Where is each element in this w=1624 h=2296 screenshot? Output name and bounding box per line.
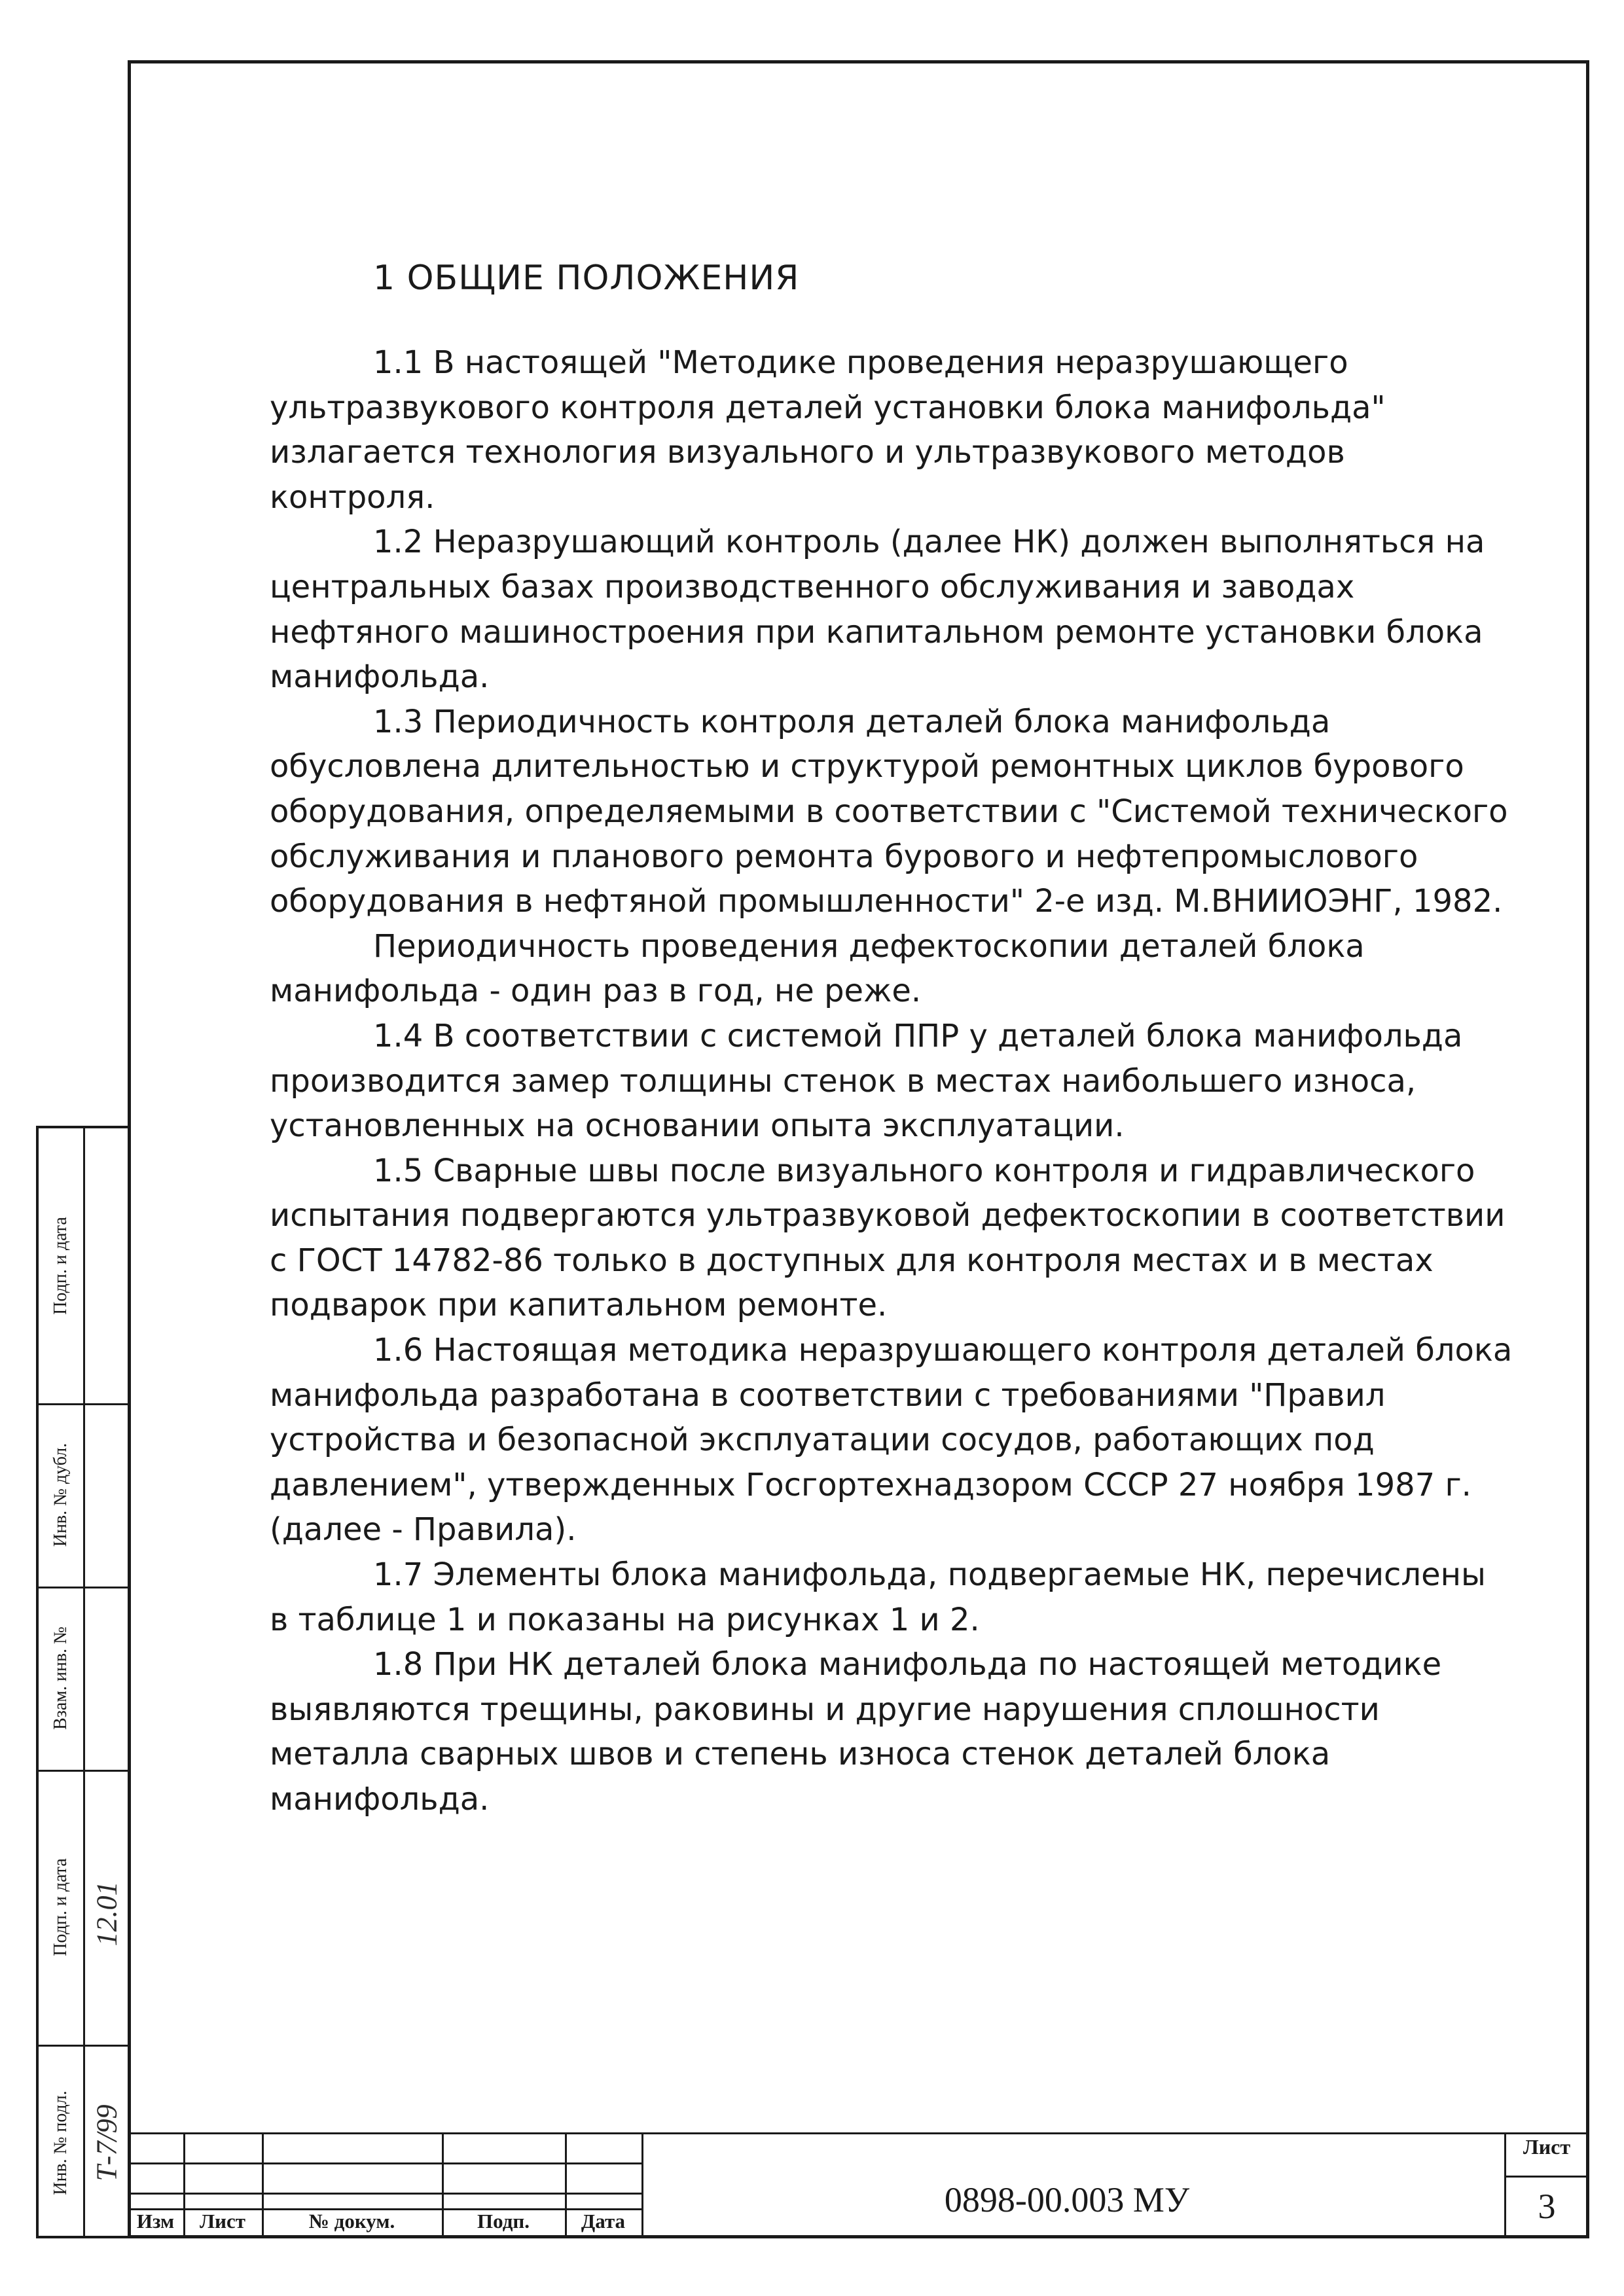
sheet-number: 3 — [1538, 2187, 1556, 2226]
title-block-top-rule — [128, 2132, 1589, 2134]
paragraph-1-2: 1.2 Неразрушающий контроль (далее НК) должен выполняться на центральных базах производственного обслуживания и заводах нефтяного машиностроения при капитальном ремонте установки блока манифольда. — [270, 524, 1485, 696]
side-label-podp-data-bottom: Подп. и дата — [50, 1858, 71, 1956]
document-code: 0898-00.003 МУ — [944, 2180, 1190, 2219]
side-label-podp-data-top: Подп. и дата — [50, 1217, 71, 1315]
side-strip-divider — [83, 1128, 85, 2236]
col-dokum-label: № докум. — [308, 2210, 395, 2233]
side-label-inv-podl: Инв. № подл. — [50, 2090, 71, 2195]
paragraph-1-3-periodicity: Периодичность проведения дефектоскопии деталей блока манифольда - один раз в год, не реже. — [270, 927, 1365, 1010]
sheet-cell-rule — [1504, 2176, 1589, 2178]
side-label-inv-dubl: Инв. № дубл. — [50, 1443, 71, 1547]
col-podp-label: Подп. — [477, 2210, 530, 2233]
paragraph-1-7: 1.7 Элементы блока манифольда, подвергаемые НК, перечислены в таблице 1 и показаны на рисунках 1 и 2. — [270, 1556, 1486, 1638]
paragraph-1-4: 1.4 В соответствии с системой ППР у деталей блока манифольда производится замер толщины стенок в местах наибольшего износа, установленных на основании опыта эксплуатации. — [270, 1017, 1463, 1145]
side-label-vzam-inv: Взам. инв. № — [50, 1626, 71, 1730]
handwritten-inv-number: Т-7/99 — [90, 2104, 123, 2181]
paragraph-1-8: 1.8 При НК деталей блока манифольда по настоящей методике выявляются трещины, раковины и другие нарушения сплошности металла сварных швов и степень износа стенок деталей блока манифольда. — [270, 1646, 1442, 1818]
archive-side-strip — [36, 1126, 128, 2238]
title-block — [128, 2132, 1589, 2238]
paragraph-1-3: 1.3 Периодичность контроля деталей блока манифольда обусловлена длительностью и структурой ремонтных циклов бурового оборудования, определяемыми в соответствии с "Системой технического обслуживания и планового ремонта бурового и нефтепромыслового оборудования в нефтяной промышленности" 2-е изд. М.ВНИИОЭНГ, 1982. — [270, 703, 1508, 920]
col-list-label: Лист — [200, 2210, 245, 2233]
col-data-label: Дата — [581, 2210, 626, 2233]
col-izm-label: Изм — [136, 2210, 175, 2233]
paragraph-1-1: 1.1 В настоящей "Методике проведения неразрушающего ультразвукового контроля деталей установки блока манифольда" излагается технология визуального и ультразвукового методов контроля. — [270, 344, 1386, 516]
paragraph-1-5: 1.5 Сварные швы после визуального контроля и гидравлического испытания подвергаются ультразвуковой дефектоскопии в соответствии с ГОСТ 14782-86 только в доступных для контроля местах и в местах подварок при капитальном ремонте. — [270, 1152, 1506, 1324]
section-heading: 1 ОБЩИЕ ПОЛОЖЕНИЯ — [373, 259, 800, 298]
paragraph-1-6: 1.6 Настоящая методика неразрушающего контроля деталей блока манифольда разработана в соответствии с требованиями "Правил устройства и безопасной эксплуатации сосудов, работающих под давлением", утвержденных Госгортехнадзором СССР 27 ноября 1987 г. (далее - Правила). — [270, 1332, 1513, 1549]
body-text — [270, 340, 1513, 1822]
handwritten-signature-date: 12.01 — [90, 1881, 123, 1946]
sheet-label: Лист — [1523, 2135, 1571, 2159]
